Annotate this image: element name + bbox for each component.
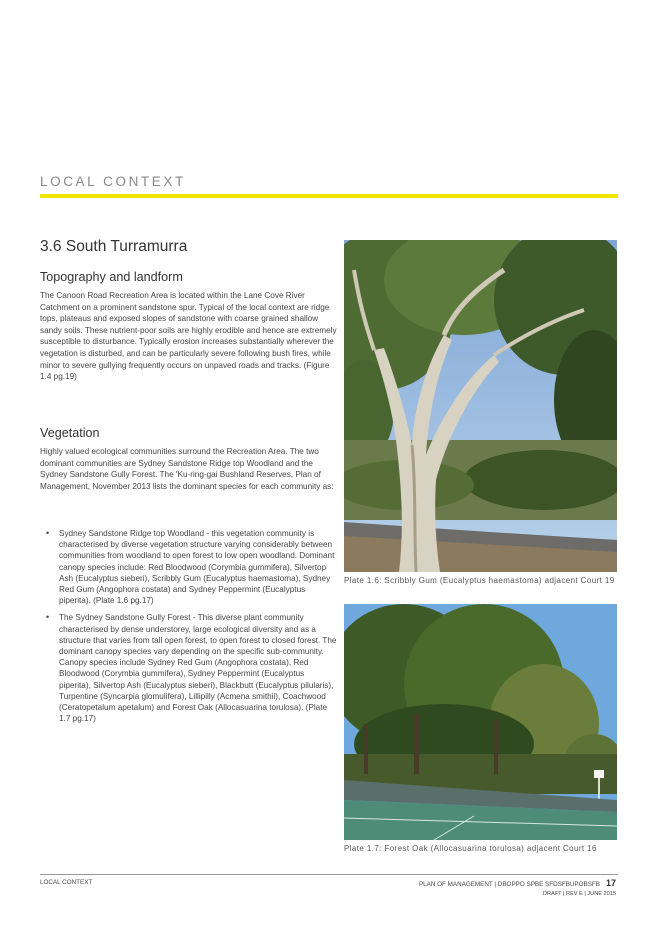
list-item: • Sydney Sandstone Ridge top Woodland - this vegetation community is characterised by diverse vegetation structure varying considerably between communities from woodland to open forest to low open woodland. Dominant canopy species include: Red Bloodwood (Corymbia gummifera), Silvertop Ash (Eucalyptus sieberi), Scribbly Gum (Eucalyptus haemastoma), Sydney Red Gum (Angophora costata) and Sydney Peppermint (Eucalyptus piperita). (Plate 1.6 pg.17) xyxy=(46,528,338,606)
footer-section-label: LOCAL CONTEXT xyxy=(40,879,93,886)
page-number: 17 xyxy=(605,878,616,888)
footer-divider xyxy=(40,874,618,875)
plate-caption-1-6: Plate 1.6: Scribbly Gum (Eucalyptus haemastoma) adjacent Court 19 xyxy=(344,576,615,585)
footer-document-title xyxy=(419,878,616,888)
section-header: LOCAL CONTEXT xyxy=(40,174,186,189)
topography-paragraph: The Canoon Road Recreation Area is located within the Lane Cove River Catchment on a prominent sandstone spur. Typical of the local context are ridge tops, plateaus and exposed slopes of sandstone with coarse grained shallow sandy soils. These nutrient-poor soils are highly erodible and hence are extremely susceptible to disturbance. Typically erosion increases substantially wherever the vegetation is disturbed, and can be particularly severe following bush fires, while minor to severe gullying frequently occurs on unpaved roads and tracks. (Figure 1.4 pg.19) xyxy=(40,291,337,382)
species-list xyxy=(46,528,338,730)
plate-photo-forest-oak xyxy=(344,604,617,840)
plate-photo-scribbly-gum xyxy=(344,240,617,572)
topography-heading: Topography and landform xyxy=(40,270,183,284)
vegetation-heading: Vegetation xyxy=(40,426,100,440)
yellow-divider xyxy=(40,194,618,198)
footer-revision: DRAFT | REV E | JUNE 2015 xyxy=(542,891,616,897)
footer-title-text: PLAN OF MANAGEMENT | DBOPPO SPBE SFDSFBUPOBSFB xyxy=(418,881,600,888)
section-heading: 3.6 South Turramurra xyxy=(40,238,188,255)
list-item: • The Sydney Sandstone Gully Forest - This diverse plant community characterised by dense understorey, large ecological diversity and as a structure that varies from tall open forest, to open forest to closed forest. The dominant canopy species vary depending on the specific sub-community. Canopy species include Sydney Red Gum (Angophora costata), Red Bloodwood (Corymbia gummifera), Sydney Peppermint (Eucalyptus piperita), Silvertop Ash (Eucalyptus sieberi), Blackbutt (Eucalyptus pilularis), Turpentine (Syncarpia glomulifera), Lillipilly (Acmena smithii), Coachwood (Ceratopetalum apetalum) and Forest Oak (Allocasuarina torulosa). (Plate 1.7 pg.17) xyxy=(46,612,338,724)
vegetation-paragraph: Highly valued ecological communities surround the Recreation Area. The two dominant communities are Sydney Sandstone Ridge top Woodland and the Sydney Sandstone Gully Forest. The 'Ku-ring-gai Bushland Reserves, Plan of Management, November 2013 lists the dominant species for each community as: xyxy=(40,447,334,491)
plate-caption-1-7: Plate 1.7: Forest Oak (Allocasuarina torulosa) adjacent Court 16 xyxy=(344,844,597,853)
